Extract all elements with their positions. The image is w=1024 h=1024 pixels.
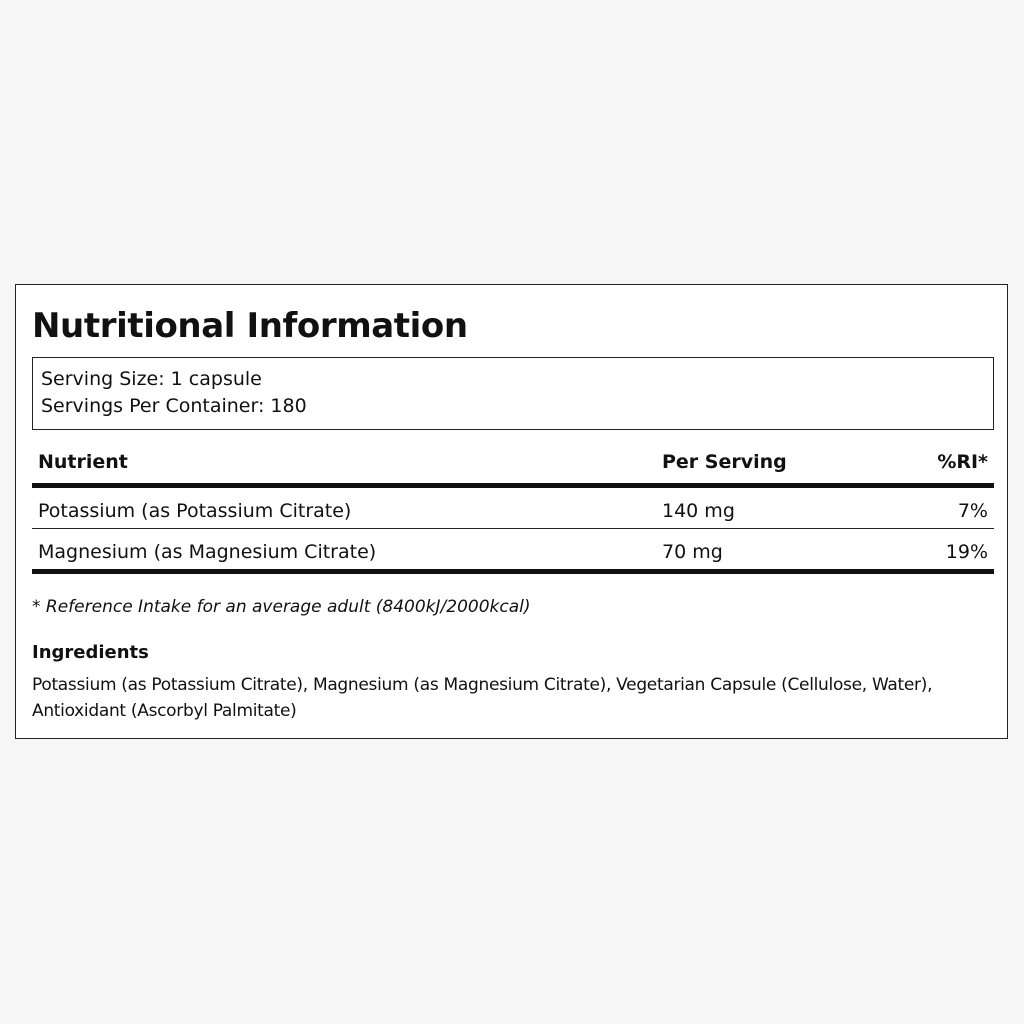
ri-value: 19%: [945, 541, 988, 563]
servings-per-container: Servings Per Container: 180: [41, 395, 307, 417]
header-nutrient: Nutrient: [38, 451, 128, 473]
per-serving-value: 70 mg: [662, 541, 723, 563]
page-title: Nutritional Information: [32, 306, 468, 346]
ri-value: 7%: [957, 500, 988, 522]
nutrient-name: Magnesium (as Magnesium Citrate): [38, 541, 377, 563]
table-header-row: [32, 445, 994, 488]
serving-info-box: [32, 357, 994, 430]
per-serving-value: 140 mg: [662, 500, 735, 522]
serving-size: Serving Size: 1 capsule: [41, 368, 262, 390]
table-row: [32, 488, 994, 529]
header-per-serving: Per Serving: [662, 451, 787, 473]
nutrient-table: [32, 445, 994, 574]
header-ri: %RI*: [937, 451, 988, 473]
ingredients-list: Potassium (as Potassium Citrate), Magnesium (as Magnesium Citrate), Vegetarian Capsule (Cellulose, Water), Antioxidant (Ascorbyl Palmitate): [32, 675, 933, 721]
reference-intake-footnote: * Reference Intake for an average adult (8400kJ/2000kcal): [32, 597, 531, 617]
nutrition-panel: [15, 284, 1008, 739]
nutrient-name: Potassium (as Potassium Citrate): [38, 500, 352, 522]
ingredients-heading: Ingredients: [32, 642, 149, 663]
table-row: [32, 529, 994, 574]
